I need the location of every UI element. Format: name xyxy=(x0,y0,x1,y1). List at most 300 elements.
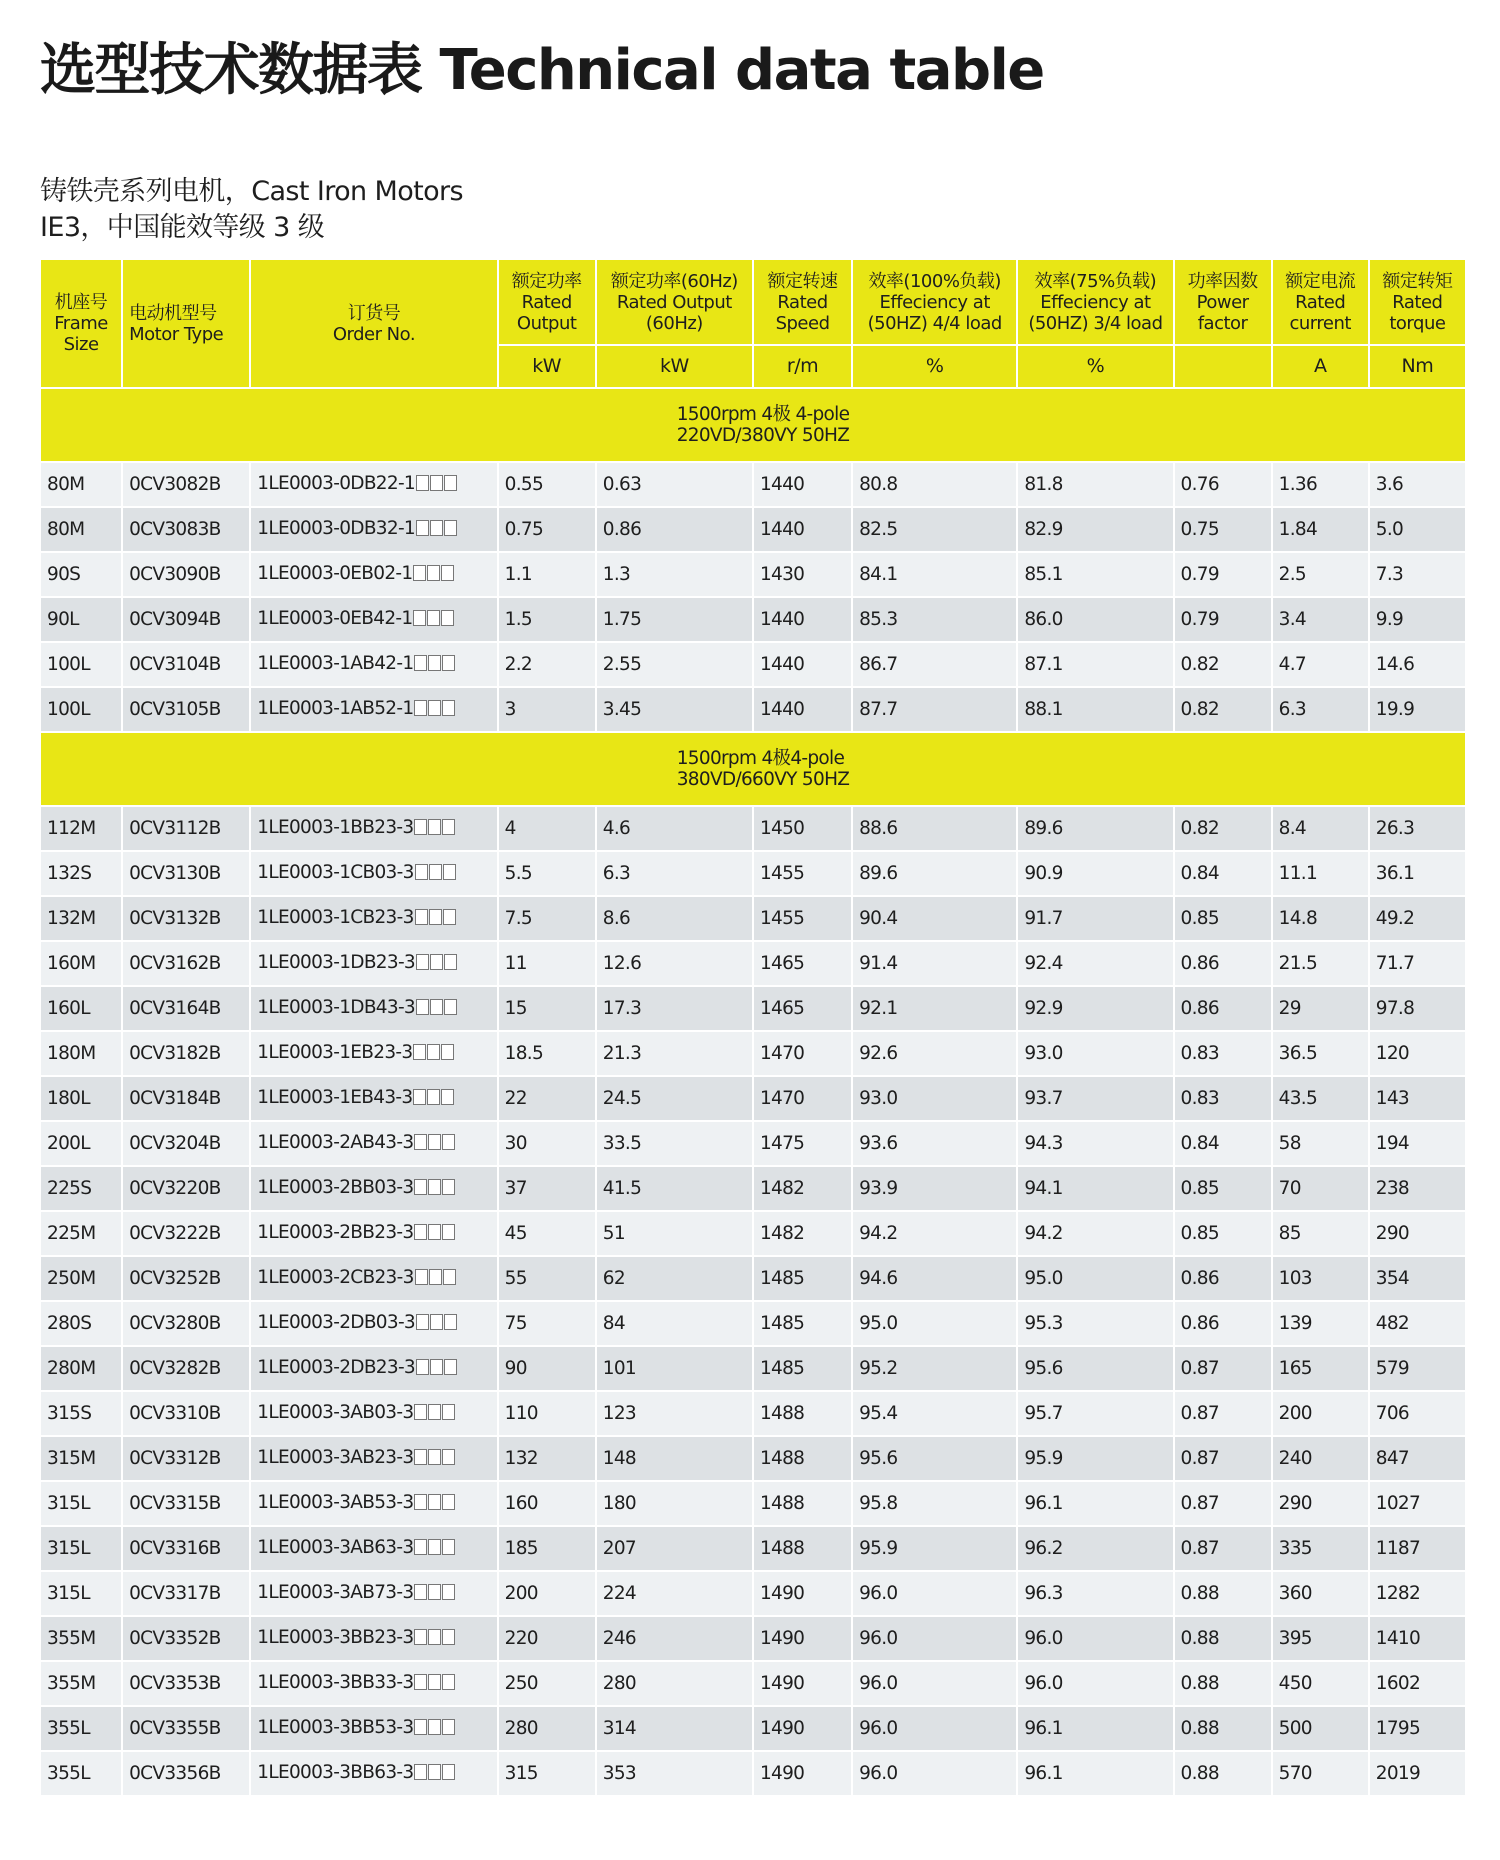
rated-torque-value: 1027 xyxy=(1375,1493,1421,1514)
cell-rated-current xyxy=(1273,1347,1368,1390)
rated-current-value: 6.3 xyxy=(1278,699,1306,720)
cell-efficiency-75-load xyxy=(1018,1752,1172,1795)
cell-efficiency-75-load xyxy=(1018,1662,1172,1705)
motor-type-value: 0CV3282B xyxy=(129,1358,221,1379)
power-factor-value: 0.87 xyxy=(1180,1358,1219,1379)
cell-rated-output xyxy=(499,1392,595,1435)
order-option-placeholder-boxes xyxy=(414,1584,456,1605)
cell-motor-type xyxy=(123,1617,249,1660)
header-power-factor xyxy=(1175,260,1271,344)
order-no-value: 1LE0003-2DB03-3 xyxy=(257,1312,415,1333)
rated-current-value: 43.5 xyxy=(1278,1088,1318,1109)
cell-rated-speed xyxy=(754,1662,851,1705)
power-factor-value: 0.82 xyxy=(1180,654,1219,675)
efficiency-75-load-value: 95.9 xyxy=(1024,1448,1063,1469)
order-option-placeholder-boxes xyxy=(414,1449,456,1470)
cell-motor-type xyxy=(123,1167,249,1210)
frame-size-value: 100L xyxy=(47,699,90,720)
order-option-placeholder-boxes xyxy=(414,1179,456,1200)
cell-efficiency-full-load xyxy=(853,508,1016,551)
empty-box-icon xyxy=(415,1269,428,1285)
cell-rated-output xyxy=(499,463,595,506)
cell-order-no xyxy=(251,1527,496,1570)
cell-efficiency-75-load xyxy=(1018,1347,1172,1390)
frame-size-value: 315L xyxy=(47,1583,90,1604)
header-power-factor-cn: 功率因数 xyxy=(1187,270,1258,292)
cell-power-factor xyxy=(1175,1662,1271,1705)
cell-order-no xyxy=(251,598,496,641)
empty-box-icon xyxy=(428,1674,441,1690)
cell-rated-torque xyxy=(1370,643,1465,686)
cell-frame-size xyxy=(41,553,121,596)
power-factor-value: 0.88 xyxy=(1180,1718,1219,1739)
empty-box-icon xyxy=(429,1269,442,1285)
empty-box-icon xyxy=(444,1314,457,1330)
efficiency-full-load-value: 93.6 xyxy=(859,1133,898,1154)
rated-output-60hz-value: 3.45 xyxy=(602,699,642,720)
cell-order-no xyxy=(251,987,496,1030)
cell-frame-size xyxy=(41,1122,121,1165)
cell-frame-size xyxy=(41,1707,121,1750)
order-no-value: 1LE0003-3AB03-3 xyxy=(257,1402,414,1423)
efficiency-full-load-value: 86.7 xyxy=(859,654,898,675)
cell-motor-type xyxy=(123,1662,249,1705)
efficiency-full-load-value: 80.8 xyxy=(859,474,898,495)
frame-size-value: 355M xyxy=(47,1673,96,1694)
rated-output-60hz-value: 1.75 xyxy=(602,609,642,630)
cell-rated-torque xyxy=(1370,1392,1465,1435)
cell-rated-torque xyxy=(1370,598,1465,641)
table-body xyxy=(41,389,1465,1795)
rated-torque-value: 482 xyxy=(1375,1313,1409,1334)
power-factor-value: 0.75 xyxy=(1180,519,1219,540)
frame-size-value: 250M xyxy=(47,1268,96,1289)
frame-size-value: 90S xyxy=(47,564,81,585)
rated-torque-value: 354 xyxy=(1375,1268,1409,1289)
cell-rated-speed xyxy=(754,1167,851,1210)
cell-rated-speed xyxy=(754,1212,851,1255)
cell-order-no xyxy=(251,1077,496,1120)
efficiency-full-load-value: 82.5 xyxy=(859,519,898,540)
rated-speed-value: 1450 xyxy=(759,818,805,839)
cell-rated-output xyxy=(499,1032,595,1075)
efficiency-full-load-value: 96.0 xyxy=(859,1583,898,1604)
motor-type-value: 0CV3312B xyxy=(129,1448,221,1469)
empty-box-icon xyxy=(414,1449,427,1465)
cell-power-factor xyxy=(1175,1032,1271,1075)
cell-efficiency-full-load xyxy=(853,942,1016,985)
order-no-value: 1LE0003-1AB52-1 xyxy=(257,698,414,719)
rated-output-value: 18.5 xyxy=(504,1043,544,1064)
cell-frame-size xyxy=(41,1302,121,1345)
cell-power-factor xyxy=(1175,1482,1271,1525)
rated-torque-value: 1410 xyxy=(1375,1628,1421,1649)
power-factor-value: 0.87 xyxy=(1180,1448,1219,1469)
cell-efficiency-75-load xyxy=(1018,1212,1172,1255)
cell-motor-type xyxy=(123,1122,249,1165)
cell-order-no xyxy=(251,1032,496,1075)
rated-output-value: 45 xyxy=(504,1223,527,1244)
power-factor-value: 0.88 xyxy=(1180,1763,1219,1784)
cell-rated-current xyxy=(1273,1617,1368,1660)
empty-box-icon xyxy=(414,1539,427,1555)
header-eff-75-en2: (50HZ) 3/4 load xyxy=(1028,312,1163,334)
cell-rated-output-60hz xyxy=(597,807,752,850)
frame-size-value: 225M xyxy=(47,1223,96,1244)
cell-power-factor xyxy=(1175,1752,1271,1795)
cell-rated-output xyxy=(499,1662,595,1705)
cell-frame-size xyxy=(41,1212,121,1255)
section-header-row xyxy=(41,389,1465,461)
header-frame-size xyxy=(41,260,121,387)
cell-rated-output xyxy=(499,942,595,985)
efficiency-full-load-value: 94.6 xyxy=(859,1268,898,1289)
rated-speed-value: 1440 xyxy=(759,474,805,495)
empty-box-icon xyxy=(429,864,442,880)
order-option-placeholder-boxes xyxy=(415,1269,457,1290)
cell-rated-current xyxy=(1273,1662,1368,1705)
order-option-placeholder-boxes xyxy=(414,1719,456,1740)
rated-torque-value: 49.2 xyxy=(1375,908,1415,929)
cell-order-no xyxy=(251,1572,496,1615)
cell-rated-speed xyxy=(754,553,851,596)
table-row xyxy=(41,688,1465,731)
section-header xyxy=(41,389,1465,461)
table-row xyxy=(41,1482,1465,1525)
cell-rated-torque xyxy=(1370,1257,1465,1300)
cell-efficiency-full-load xyxy=(853,1707,1016,1750)
cell-frame-size xyxy=(41,1752,121,1795)
empty-box-icon xyxy=(442,655,455,671)
section-label-line1: 1500rpm 4极4-pole xyxy=(676,748,845,769)
cell-motor-type xyxy=(123,1077,249,1120)
cell-rated-output-60hz xyxy=(597,1527,752,1570)
unit-rated-torque: Nm xyxy=(1370,346,1465,387)
rated-output-value: 37 xyxy=(504,1178,527,1199)
rated-speed-value: 1488 xyxy=(759,1538,805,1559)
empty-box-icon xyxy=(414,819,427,835)
order-option-placeholder-boxes xyxy=(414,700,456,721)
table-row xyxy=(41,1122,1465,1165)
unit-rated-speed: r/m xyxy=(754,346,851,387)
rated-torque-value: 19.9 xyxy=(1375,699,1415,720)
power-factor-value: 0.79 xyxy=(1180,609,1219,630)
header-eff-full-en1: Effeciency at xyxy=(879,291,990,313)
rated-current-value: 70 xyxy=(1278,1178,1301,1199)
cell-efficiency-full-load xyxy=(853,598,1016,641)
cell-efficiency-full-load xyxy=(853,1482,1016,1525)
rated-speed-value: 1490 xyxy=(759,1628,805,1649)
cell-power-factor xyxy=(1175,1167,1271,1210)
empty-box-icon xyxy=(444,954,457,970)
cell-efficiency-full-load xyxy=(853,1392,1016,1435)
rated-output-60hz-value: 24.5 xyxy=(602,1088,642,1109)
cell-rated-current xyxy=(1273,1707,1368,1750)
cell-frame-size xyxy=(41,688,121,731)
rated-speed-value: 1485 xyxy=(759,1313,805,1334)
cell-efficiency-full-load xyxy=(853,1527,1016,1570)
cell-rated-output xyxy=(499,1617,595,1660)
empty-box-icon xyxy=(428,1134,441,1150)
rated-torque-value: 36.1 xyxy=(1375,863,1415,884)
power-factor-value: 0.87 xyxy=(1180,1403,1219,1424)
rated-torque-value: 1187 xyxy=(1375,1538,1421,1559)
cell-motor-type xyxy=(123,598,249,641)
rated-output-60hz-value: 246 xyxy=(602,1628,636,1649)
cell-power-factor xyxy=(1175,1572,1271,1615)
efficiency-75-load-value: 89.6 xyxy=(1024,818,1063,839)
header-rated-torque-cn: 额定转矩 xyxy=(1382,270,1453,292)
cell-order-no xyxy=(251,1707,496,1750)
cell-order-no xyxy=(251,1662,496,1705)
empty-box-icon xyxy=(415,909,428,925)
section-header xyxy=(41,733,1465,805)
rated-output-60hz-value: 21.3 xyxy=(602,1043,642,1064)
order-no-value: 1LE0003-3AB53-3 xyxy=(257,1492,414,1513)
empty-box-icon xyxy=(416,999,429,1015)
section-header-row xyxy=(41,733,1465,805)
frame-size-value: 280M xyxy=(47,1358,96,1379)
efficiency-75-load-value: 91.7 xyxy=(1024,908,1063,929)
technical-data-table xyxy=(39,258,1467,1797)
cell-rated-output-60hz xyxy=(597,1167,752,1210)
motor-type-value: 0CV3090B xyxy=(129,564,221,585)
table-row xyxy=(41,987,1465,1030)
cell-rated-speed xyxy=(754,987,851,1030)
cell-power-factor xyxy=(1175,1707,1271,1750)
header-rated-speed xyxy=(754,260,851,344)
empty-box-icon xyxy=(414,1404,427,1420)
motor-type-value: 0CV3104B xyxy=(129,654,221,675)
cell-rated-output xyxy=(499,1077,595,1120)
rated-output-value: 315 xyxy=(504,1763,538,1784)
cell-rated-current xyxy=(1273,1212,1368,1255)
cell-rated-current xyxy=(1273,942,1368,985)
rated-torque-value: 579 xyxy=(1375,1358,1409,1379)
empty-box-icon xyxy=(428,1719,441,1735)
rated-speed-value: 1485 xyxy=(759,1358,805,1379)
cell-efficiency-full-load xyxy=(853,1662,1016,1705)
header-rated-output xyxy=(499,260,595,344)
cell-rated-torque xyxy=(1370,463,1465,506)
rated-speed-value: 1488 xyxy=(759,1448,805,1469)
cell-rated-output-60hz xyxy=(597,1347,752,1390)
rated-output-value: 55 xyxy=(504,1268,527,1289)
cell-motor-type xyxy=(123,1707,249,1750)
rated-torque-value: 290 xyxy=(1375,1223,1409,1244)
cell-rated-torque xyxy=(1370,897,1465,940)
efficiency-75-load-value: 95.0 xyxy=(1024,1268,1063,1289)
order-no-value: 1LE0003-0DB22-1 xyxy=(257,473,415,494)
cell-order-no xyxy=(251,852,496,895)
header-motor-type xyxy=(123,260,249,387)
rated-output-value: 160 xyxy=(504,1493,538,1514)
table-row xyxy=(41,1707,1465,1750)
empty-box-icon xyxy=(413,610,426,626)
cell-power-factor xyxy=(1175,1212,1271,1255)
motor-type-value: 0CV3356B xyxy=(129,1763,221,1784)
cell-frame-size xyxy=(41,852,121,895)
rated-torque-value: 2019 xyxy=(1375,1763,1421,1784)
power-factor-value: 0.76 xyxy=(1180,474,1219,495)
cell-power-factor xyxy=(1175,942,1271,985)
cell-rated-current xyxy=(1273,553,1368,596)
empty-box-icon xyxy=(416,1359,429,1375)
rated-output-value: 75 xyxy=(504,1313,527,1334)
cell-motor-type xyxy=(123,553,249,596)
cell-efficiency-75-load xyxy=(1018,807,1172,850)
empty-box-icon xyxy=(443,864,456,880)
empty-box-icon xyxy=(442,1539,455,1555)
rated-current-value: 450 xyxy=(1278,1673,1312,1694)
frame-size-value: 100L xyxy=(47,654,90,675)
power-factor-value: 0.88 xyxy=(1180,1583,1219,1604)
empty-box-icon xyxy=(414,1494,427,1510)
cell-frame-size xyxy=(41,1167,121,1210)
cell-order-no xyxy=(251,508,496,551)
cell-frame-size xyxy=(41,1482,121,1525)
cell-rated-speed xyxy=(754,1302,851,1345)
cell-rated-output-60hz xyxy=(597,987,752,1030)
cell-efficiency-75-load xyxy=(1018,1437,1172,1480)
header-eff-full-cn: 效率(100%负载) xyxy=(868,270,1001,292)
cell-rated-current xyxy=(1273,463,1368,506)
motor-type-value: 0CV3317B xyxy=(129,1583,221,1604)
cell-rated-current xyxy=(1273,1257,1368,1300)
cell-frame-size xyxy=(41,1617,121,1660)
table-row xyxy=(41,1437,1465,1480)
header-rated-speed-en1: Rated xyxy=(777,291,828,313)
cell-efficiency-full-load xyxy=(853,1617,1016,1660)
empty-box-icon xyxy=(414,1764,427,1780)
cell-efficiency-75-load xyxy=(1018,463,1172,506)
order-no-value: 1LE0003-0DB32-1 xyxy=(257,518,415,539)
order-no-value: 1LE0003-0EB42-1 xyxy=(257,608,413,629)
rated-speed-value: 1490 xyxy=(759,1583,805,1604)
unit-rated-output: kW xyxy=(499,346,595,387)
efficiency-full-load-value: 96.0 xyxy=(859,1763,898,1784)
efficiency-75-load-value: 94.1 xyxy=(1024,1178,1063,1199)
cell-power-factor xyxy=(1175,1302,1271,1345)
power-factor-value: 0.86 xyxy=(1180,953,1219,974)
empty-box-icon xyxy=(413,1044,426,1060)
cell-rated-output xyxy=(499,1122,595,1165)
rated-speed-value: 1490 xyxy=(759,1763,805,1784)
cell-rated-output xyxy=(499,852,595,895)
rated-current-value: 85 xyxy=(1278,1223,1301,1244)
rated-torque-value: 7.3 xyxy=(1375,564,1404,585)
cell-rated-speed xyxy=(754,688,851,731)
empty-box-icon xyxy=(444,1359,457,1375)
motor-type-value: 0CV3083B xyxy=(129,519,221,540)
rated-speed-value: 1465 xyxy=(759,953,805,974)
rated-output-value: 220 xyxy=(504,1628,538,1649)
cell-efficiency-75-load xyxy=(1018,508,1172,551)
cell-order-no xyxy=(251,1302,496,1345)
empty-box-icon xyxy=(442,1719,455,1735)
motor-type-value: 0CV3162B xyxy=(129,953,221,974)
order-option-placeholder-boxes xyxy=(414,1539,456,1560)
efficiency-75-load-value: 96.0 xyxy=(1024,1673,1063,1694)
order-no-value: 1LE0003-1AB42-1 xyxy=(257,653,414,674)
cell-frame-size xyxy=(41,1392,121,1435)
cell-rated-speed xyxy=(754,643,851,686)
cell-efficiency-75-load xyxy=(1018,1257,1172,1300)
empty-box-icon xyxy=(442,819,455,835)
cell-rated-current xyxy=(1273,688,1368,731)
rated-output-value: 0.75 xyxy=(504,519,544,540)
order-option-placeholder-boxes xyxy=(415,909,457,930)
cell-frame-size xyxy=(41,1347,121,1390)
rated-output-value: 2.2 xyxy=(504,654,532,675)
efficiency-full-load-value: 96.0 xyxy=(859,1673,898,1694)
table-row xyxy=(41,1752,1465,1795)
cell-order-no xyxy=(251,1437,496,1480)
cell-rated-speed xyxy=(754,1752,851,1795)
efficiency-75-load-value: 96.1 xyxy=(1024,1763,1063,1784)
power-factor-value: 0.84 xyxy=(1180,863,1219,884)
rated-current-value: 8.4 xyxy=(1278,818,1306,839)
cell-motor-type xyxy=(123,1032,249,1075)
rated-output-value: 1.1 xyxy=(504,564,532,585)
order-option-placeholder-boxes xyxy=(414,1224,456,1245)
cell-rated-speed xyxy=(754,897,851,940)
cell-rated-torque xyxy=(1370,1347,1465,1390)
cell-order-no xyxy=(251,463,496,506)
rated-output-value: 4 xyxy=(504,818,516,839)
cell-rated-output xyxy=(499,987,595,1030)
order-no-value: 1LE0003-1DB23-3 xyxy=(257,952,415,973)
subtitle-efficiency-class: IE3，中国能效等级 3 级 xyxy=(40,212,325,243)
cell-rated-output-60hz xyxy=(597,463,752,506)
order-no-value: 1LE0003-2BB03-3 xyxy=(257,1177,414,1198)
table-row xyxy=(41,598,1465,641)
cell-rated-current xyxy=(1273,1527,1368,1570)
cell-efficiency-75-load xyxy=(1018,897,1172,940)
empty-box-icon xyxy=(414,1179,427,1195)
rated-output-value: 5.5 xyxy=(504,863,532,884)
empty-box-icon xyxy=(428,1629,441,1645)
cell-frame-size xyxy=(41,942,121,985)
efficiency-75-load-value: 93.7 xyxy=(1024,1088,1063,1109)
cell-rated-speed xyxy=(754,1392,851,1435)
efficiency-75-load-value: 94.2 xyxy=(1024,1223,1063,1244)
cell-motor-type xyxy=(123,942,249,985)
cell-rated-current xyxy=(1273,987,1368,1030)
efficiency-75-load-value: 88.1 xyxy=(1024,699,1063,720)
cell-efficiency-75-load xyxy=(1018,1032,1172,1075)
rated-current-value: 570 xyxy=(1278,1763,1312,1784)
empty-box-icon xyxy=(416,475,429,491)
order-no-value: 1LE0003-3BB33-3 xyxy=(257,1672,414,1693)
header-rated-output-cn: 额定功率 xyxy=(511,270,582,292)
cell-rated-current xyxy=(1273,1167,1368,1210)
table-row xyxy=(41,1257,1465,1300)
efficiency-75-load-value: 92.4 xyxy=(1024,953,1063,974)
table-row xyxy=(41,1212,1465,1255)
empty-box-icon xyxy=(428,1494,441,1510)
cell-rated-output-60hz xyxy=(597,688,752,731)
rated-output-60hz-value: 41.5 xyxy=(602,1178,642,1199)
rated-current-value: 335 xyxy=(1278,1538,1312,1559)
cell-rated-speed xyxy=(754,1122,851,1165)
efficiency-full-load-value: 88.6 xyxy=(859,818,898,839)
empty-box-icon xyxy=(413,565,426,581)
rated-current-value: 1.84 xyxy=(1278,519,1318,540)
efficiency-75-load-value: 95.6 xyxy=(1024,1358,1063,1379)
cell-rated-torque xyxy=(1370,987,1465,1030)
empty-box-icon xyxy=(428,1764,441,1780)
